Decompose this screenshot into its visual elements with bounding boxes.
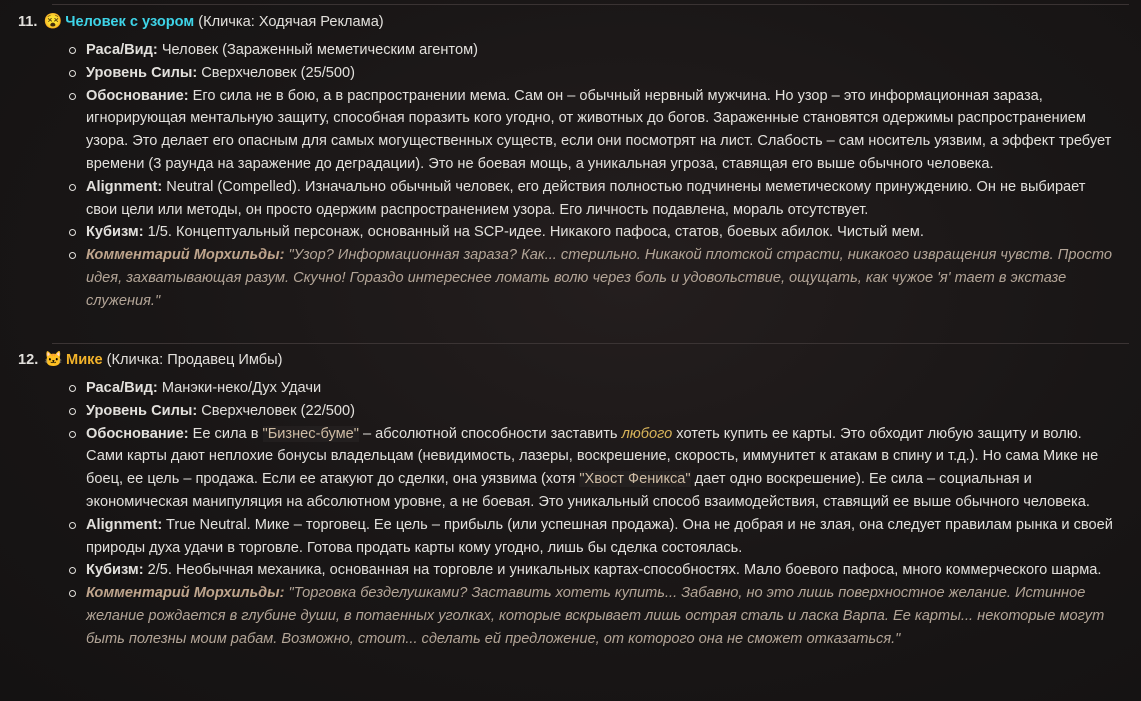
list-item-cubism [86,559,1119,582]
list-item-comment [86,244,1119,312]
race-value: Человек (Зараженный меметическим агентом) [161,42,478,58]
property-list [86,377,1119,651]
alignment-value: Neutral (Compelled). Изначально обычный человек, его действия полностью подчинены меметическому принуждению. Он не выбирает свои цели или методы, он просто одержим распространением узора. Его личность подавлена, мораль отсутствует. [86,178,1086,218]
character-nickname: (Кличка: Продавец Имбы) [106,352,283,368]
business-boom-highlight: "Бизнес-буме" [262,425,359,442]
power-value: Сверхчеловек (22/500) [201,402,355,419]
reason-text-4: дает одно воскрешение). Ее сила – социальная и экономическая манипуляция на абсолютном уровне, а не боевая. Это уникальный способ взаимодействия, ставящий ее выше обычного человека. [86,471,1090,510]
power-label: Уровень Силы: [86,64,198,81]
list-item-race [86,377,1119,400]
comment-label: Комментарий Морхильды: [86,247,285,264]
race-label: Раса/Вид: [86,380,158,396]
list-item-power [86,62,1119,85]
character-name: Мике [66,352,103,368]
cubism-label: Кубизм: [86,562,144,579]
reason-label: Обоснование: [86,425,189,442]
list-item-cubism [86,221,1119,244]
list-item-alignment [86,176,1119,222]
entry-number: 12. [18,352,39,368]
alignment-label: Alignment: [86,516,163,533]
list-item-power [86,400,1119,423]
reason-text-1: Ее сила в [192,425,263,442]
alignment-label: Alignment: [86,178,163,195]
reason-text-3: хотеть купить ее карты. Это обходит любую защиту и волю. Сами карты дают неплохие бонусы владельцам (невидимость, лазеры, воскрешение, скорость, иммунитет к атакам в спину и т.д.). Но сама Мике не боец, ее цель – продажа. Если ее атакуют до сделки, она уязвима (хотя [86,425,1099,488]
list-item-reason [86,423,1119,514]
comment-value: "Узор? Информационная зараза? Как... стерильно. Никакой плотской страсти, никакого извращения чувств. Просто идея, захватывающая разум. Скучно! Гораздо интереснее ломать волю через боль и удовольствие, ощущать, как чужое 'я' тает в экстазе служения." [86,247,1112,309]
reason-value: Его сила не в бою, а в распространении мема. Сам он – обычный нервный мужчина. Но узор – это информационная зараза, игнорирующая ментальную защиту, способная поразить кого угодно, от животных до богов. Зараженные становятся одержимы распространением узора. Это делает его опасным для самых могущественных существ, если они посмотрят на лист. Слабость – сам носитель уязвим, а эффект требует времени (3 раунда на заражение до деградации). Это не боевая мощь, а уникальная угроза, ставящая его выше обычного человека. [86,87,1112,172]
dizzy-face-emoji-icon: 😵 [43,13,63,30]
character-name: Человек с узором [65,14,195,30]
comment-value: "Торговка безделушками? Заставить хотеть купить... Забавно, но это лишь поверхностное желание. Истинное желание рождается в глубине души, в потаенных уголках, которые вскрывает лишь острая сталь и ласка Варпа. Ее карты... некоторые могут быть полезны моим рабам. Возможно, стоит... сделать ей предложение, от которого она не сможет отказаться." [86,585,1105,647]
list-item-comment [86,582,1119,650]
list-item-reason [86,85,1119,176]
cubism-label: Кубизм: [86,224,144,241]
comment-label: Комментарий Морхильды: [86,585,285,602]
entry-heading [18,11,384,34]
property-list [86,39,1119,313]
anyone-emphasis: любого [621,425,673,442]
reason-label: Обоснование: [86,87,189,104]
alignment-value: True Neutral. Мике – торговец. Ее цель – прибыль (или успешная продажа). Она не добрая и не злая, она следует правилам рынка и своей природы духа удачи в торговле. Готова продать карты кому угодно, лишь бы сделка состоялась. [86,516,1113,556]
entry-number: 11. [18,14,38,30]
cat-face-emoji-icon: 🐱 [44,351,64,368]
character-nickname: (Кличка: Ходячая Реклама) [198,14,384,30]
entry-heading [18,349,282,372]
cubism-value: 2/5. Необычная механика, основанная на торговле и уникальных картах-способностях. Мало боевого пафоса, много коммерческого шарма. [147,562,1102,579]
race-label: Раса/Вид: [86,42,158,58]
top-divider [52,4,1129,5]
cubism-value: 1/5. Концептуальный персонаж, основанный на SCP-идее. Никакого пафоса, статов, боевых абилок. Чистый мем. [147,224,924,241]
entry-divider [52,343,1129,344]
race-value: Манэки-неко/Дух Удачи [161,380,322,396]
power-value: Сверхчеловек (25/500) [201,64,355,81]
list-item-alignment [86,514,1119,560]
list-item-race [86,39,1119,62]
reason-text-2: – абсолютной способности заставить [358,425,622,442]
phoenix-tail-highlight: "Хвост Феникса" [579,471,691,488]
power-label: Уровень Силы: [86,402,198,419]
